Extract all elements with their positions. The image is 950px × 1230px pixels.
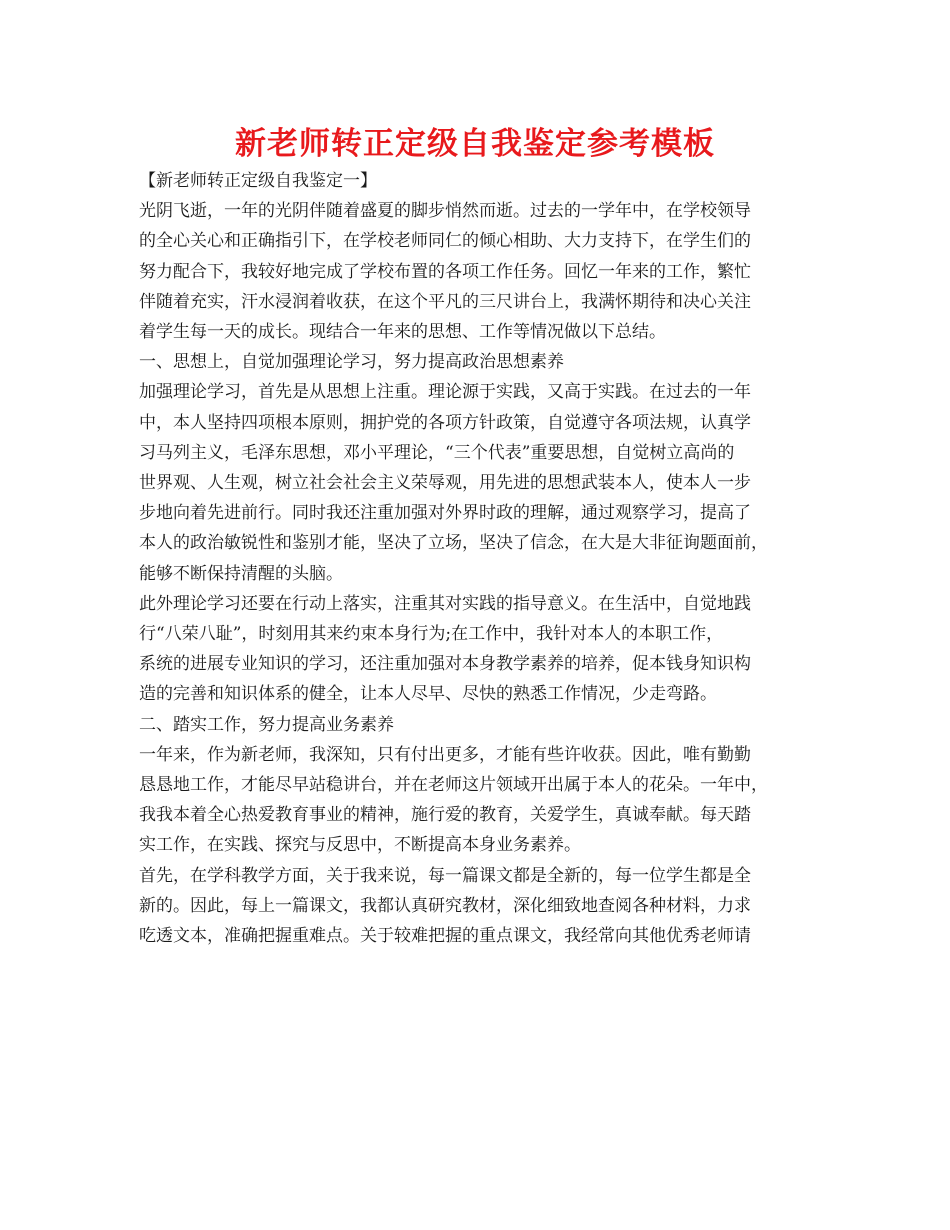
body-line: 世界观、人生观，树立社会社会主义荣辱观，用先进的思想武装本人，使本人一步 [139,473,751,494]
body-line: 恳恳地工作，才能尽早站稳讲台，并在老师这片领域开出属于本人的花朵。一年中， [139,775,768,796]
body-line: 新的。因此，每上一篇课文，我都认真研究教材，深化细致地查阅各种材料，力求 [139,895,751,916]
body-line: 努力配合下，我较好地完成了学校布置的各项工作任务。回忆一年来的工作，繁忙 [139,261,751,282]
document-title: 新老师转正定级自我鉴定参考模板 [235,126,715,162]
body-line: 实工作，在实践、探究与反思中，不断提高本身业务素养。 [139,835,581,856]
body-line: 加强理论学习，首先是从思想上注重。理论源于实践，又高于实践。在过去的一年 [139,382,751,403]
body-line: 本人的政治敏锐性和鉴别才能，坚决了立场，坚决了信念，在大是大非征询题面前， [139,533,768,554]
section-heading-1: 【新老师转正定级自我鉴定一】 [139,171,377,191]
body-line: 此外理论学习还要在行动上落实，注重其对实践的指导意义。在生活中，自觉地践 [139,593,751,614]
body-line: 习马列主义，毛泽东思想，邓小平理论，“三个代表”重要思想，自觉树立高尚的 [139,442,735,463]
body-line: 我我本着全心热爱教育事业的精神，施行爱的教育，关爱学生，真诚奉献。每天踏 [139,805,751,826]
body-line: 着学生每一天的成长。现结合一年来的思想、工作等情况做以下总结。 [139,322,666,343]
subheading-1: 一、思想上，自觉加强理论学习，努力提高政治思想素养 [139,352,564,373]
subheading-2: 二、踏实工作，努力提高业务素养 [139,714,394,735]
document-body [139,166,821,951]
body-line: 伴随着充实，汗水浸润着收获，在这个平凡的三尺讲台上，我满怀期待和决心关注 [139,291,751,312]
body-line: 造的完善和知识体系的健全，让本人尽早、尽快的熟悉工作情况，少走弯路。 [139,684,717,705]
body-line: 能够不断保持清醒的头脑。 [139,563,343,584]
body-line: 光阴飞逝，一年的光阴伴随着盛夏的脚步悄然而逝。过去的一学年中，在学校领导 [139,201,751,222]
body-line: 中，本人坚持四项根本原则，拥护党的各项方针政策，自觉遵守各项法规，认真学 [139,412,751,433]
body-line: 的全心关心和正确指引下，在学校老师同仁的倾心相助、大力支持下，在学生们的 [139,231,751,252]
body-line: 行“八荣八耻”，时刻用其来约束本身行为;在工作中，我针对本人的本职工作， [139,624,724,645]
body-line: 首先，在学科教学方面，关于我来说，每一篇课文都是全新的，每一位学生都是全 [139,865,751,886]
body-line: 步地向着先进前行。同时我还注重加强对外界时政的理解，通过观察学习，提高了 [139,503,751,524]
body-line: 吃透文本，准确把握重难点。关于较难把握的重点课文，我经常向其他优秀老师请 [139,926,751,947]
body-line: 系统的进展专业知识的学习，还注重加强对本身教学素养的培养，促本钱身知识构 [139,654,751,675]
body-line: 一年来，作为新老师，我深知，只有付出更多，才能有些许收获。因此，唯有勤勤 [139,744,751,765]
